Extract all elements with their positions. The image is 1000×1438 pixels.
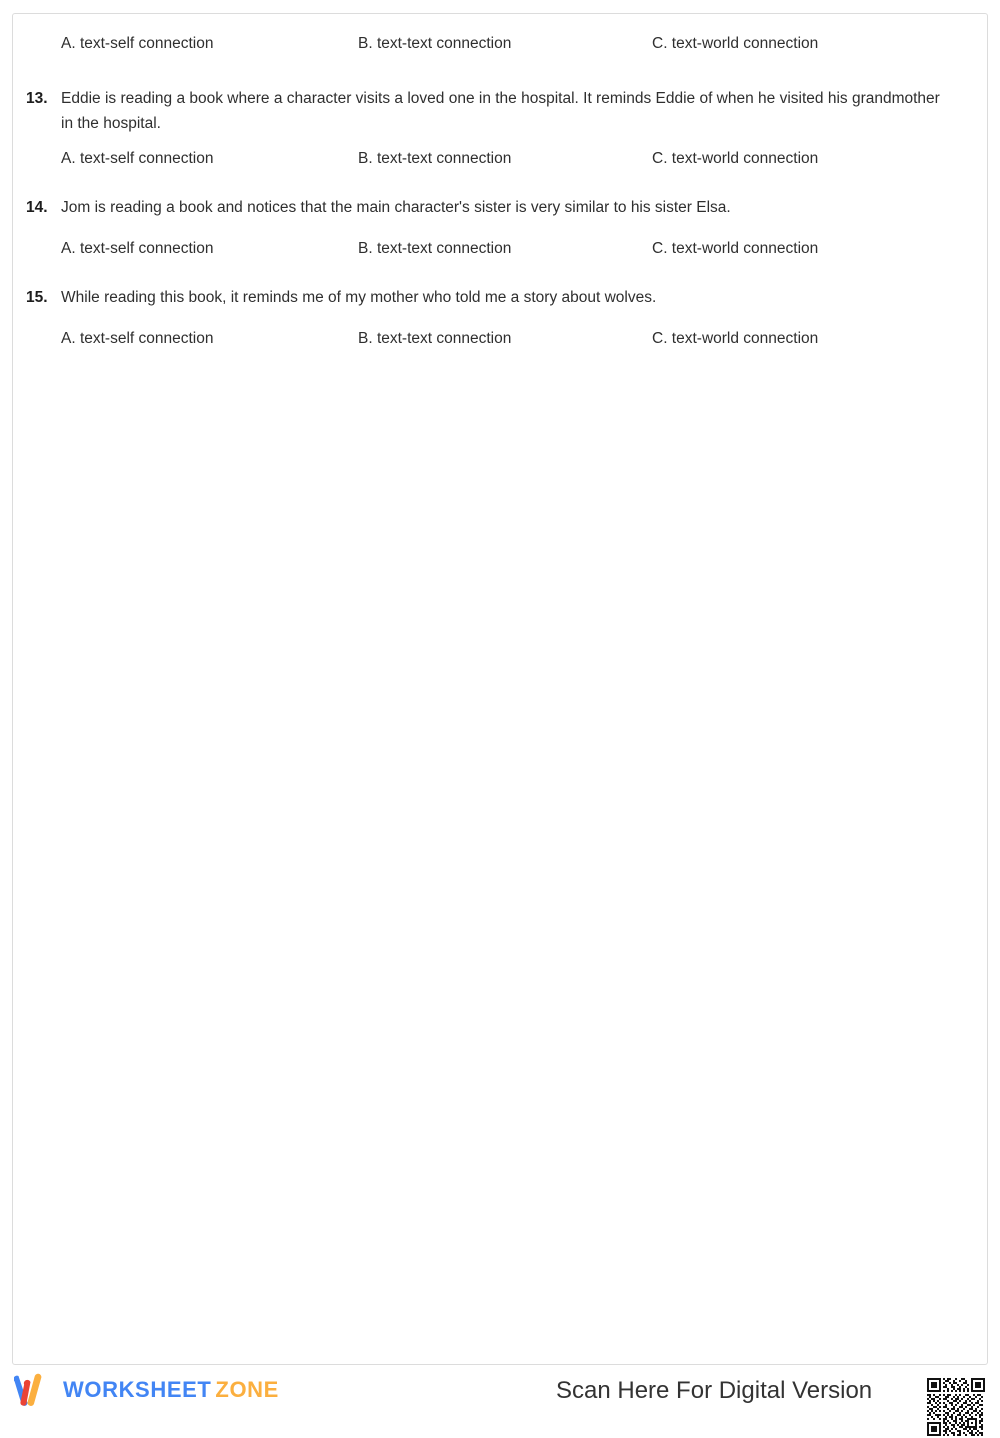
question-13-number: 13. [26, 90, 48, 107]
options-row-q15 [13, 324, 987, 354]
option-b-label[interactable]: B. text-text connection [358, 240, 512, 257]
question-15-body [13, 285, 987, 310]
option-c-label[interactable]: C. text-world connection [652, 330, 819, 347]
question-14-number: 14. [26, 199, 48, 216]
question-item-15 [13, 285, 987, 310]
brand-logo[interactable] [14, 1372, 279, 1408]
question-13-body [13, 86, 987, 136]
page-footer [0, 1368, 1000, 1414]
brand-primary-label: WORKSHEET [63, 1377, 212, 1402]
option-a-label[interactable]: A. text-self connection [61, 240, 214, 257]
option-a-label[interactable]: A. text-self connection [61, 35, 214, 52]
option-c-label[interactable]: C. text-world connection [652, 240, 819, 257]
brand-text [63, 1379, 279, 1401]
worksheet-zone-logo-mark-icon [14, 1372, 54, 1408]
options-row-q14 [13, 234, 987, 264]
question-item-14 [13, 195, 987, 220]
question-item-13 [13, 86, 987, 136]
question-15-number: 15. [26, 289, 48, 306]
options-row-q12 [13, 29, 987, 59]
option-c-label[interactable]: C. text-world connection [652, 35, 819, 52]
option-c-label[interactable]: C. text-world connection [652, 150, 819, 167]
option-b-label[interactable]: B. text-text connection [358, 330, 512, 347]
question-13-text: Eddie is reading a book where a character visits a loved one in the hospital. It reminds Eddie of when he visited his grandmother in the hospital. [61, 90, 940, 132]
option-a-label[interactable]: A. text-self connection [61, 330, 214, 347]
question-14-body [13, 195, 987, 220]
option-a-label[interactable]: A. text-self connection [61, 150, 214, 167]
question-14-text: Jom is reading a book and notices that the main character's sister is very similar to his sister Elsa. [61, 199, 731, 216]
scan-instruction-text: Scan Here For Digital Version [556, 1377, 873, 1404]
brand-secondary-label: ZONE [215, 1377, 279, 1402]
option-b-label[interactable]: B. text-text connection [358, 35, 512, 52]
options-row-q13 [13, 144, 987, 174]
worksheet-page [12, 13, 988, 1365]
qr-code-icon[interactable] [925, 1376, 987, 1438]
question-15-text: While reading this book, it reminds me of my mother who told me a story about wolves. [61, 289, 657, 306]
option-b-label[interactable]: B. text-text connection [358, 150, 512, 167]
